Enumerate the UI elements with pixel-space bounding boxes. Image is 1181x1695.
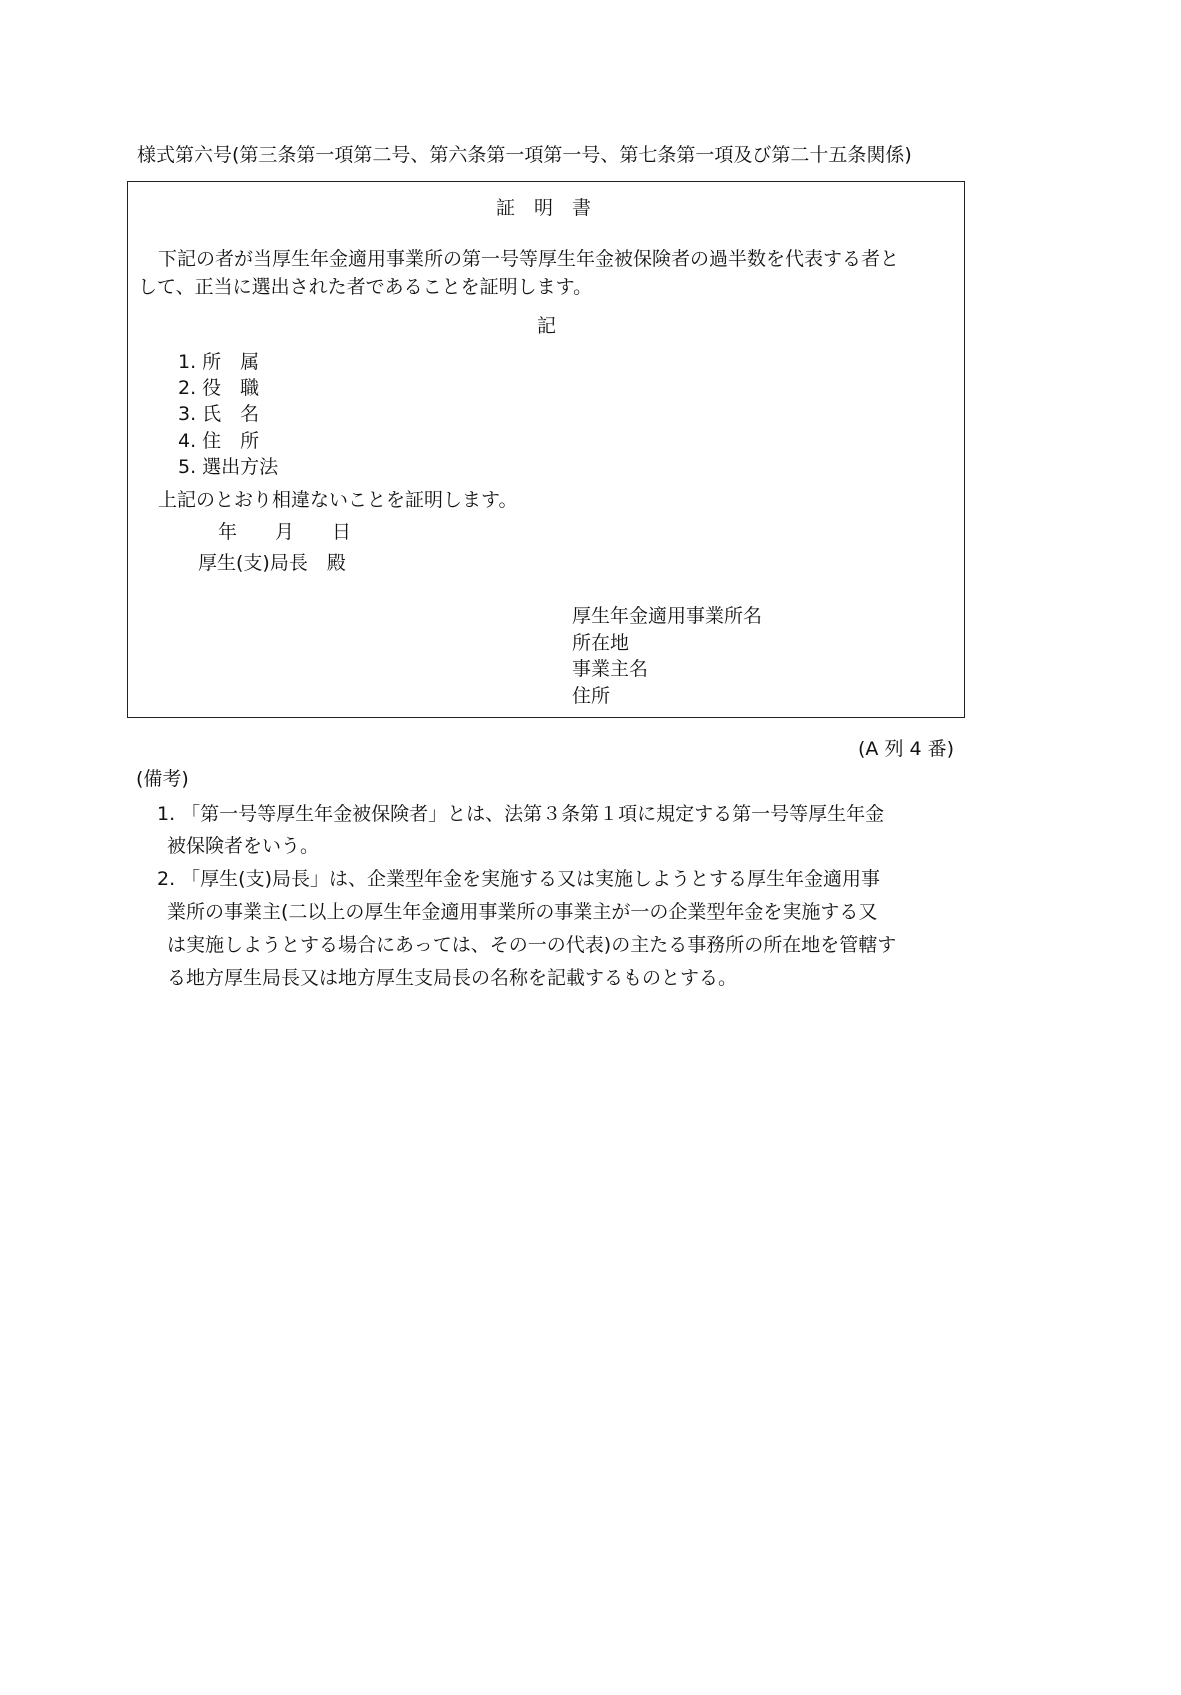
form-header: 様式第六号(第三条第一項第二号、第六条第一項第一号、第七条第一項及び第二十五条関係)	[137, 144, 912, 166]
note-line: 業所の事業主(二以上の厚生年金適用事業所の事業主が一の企業型年金を実施する又	[167, 901, 878, 923]
note-line: 2. 「厚生(支)局長」は、企業型年金を実施する又は実施しようとする厚生年金適用事	[157, 868, 880, 890]
addressee: 厚生(支)局長 殿	[198, 552, 346, 574]
signer-owner-name: 事業主名	[572, 658, 649, 680]
item-name: 3. 氏 名	[178, 403, 260, 425]
item-position: 2. 役 職	[178, 377, 260, 399]
signer-location: 所在地	[572, 632, 630, 654]
notes-heading: (備考)	[136, 768, 189, 790]
note-line: 被保険者をいう。	[167, 835, 320, 857]
note-line: は実施しようとする場合にあっては、その一の代表)の主たる事務所の所在地を管轄す	[167, 934, 897, 956]
paper-size: (A 列 4 番)	[858, 738, 955, 760]
certificate-title: 証 明 書	[496, 197, 592, 219]
date-line: 年 月 日	[218, 521, 352, 543]
confirm-text: 上記のとおり相違ないことを証明します。	[158, 489, 518, 511]
note-line: 1. 「第一号等厚生年金被保険者」とは、法第３条第１項に規定する第一号等厚生年金	[157, 803, 885, 825]
certificate-body-line1: 下記の者が当厚生年金適用事業所の第一号等厚生年金被保険者の過半数を代表する者と	[158, 248, 900, 270]
note-line: る地方厚生局長又は地方厚生支局長の名称を記載するものとする。	[167, 967, 738, 989]
item-selection-method: 5. 選出方法	[178, 456, 279, 478]
ki-label: 記	[537, 315, 557, 337]
signer-address: 住所	[572, 685, 611, 707]
item-address: 4. 住 所	[178, 430, 260, 452]
item-affiliation: 1. 所 属	[178, 351, 260, 373]
signer-business-name: 厚生年金適用事業所名	[572, 605, 763, 627]
certificate-body-line2: して、正当に選出された者であることを証明します。	[138, 276, 593, 298]
